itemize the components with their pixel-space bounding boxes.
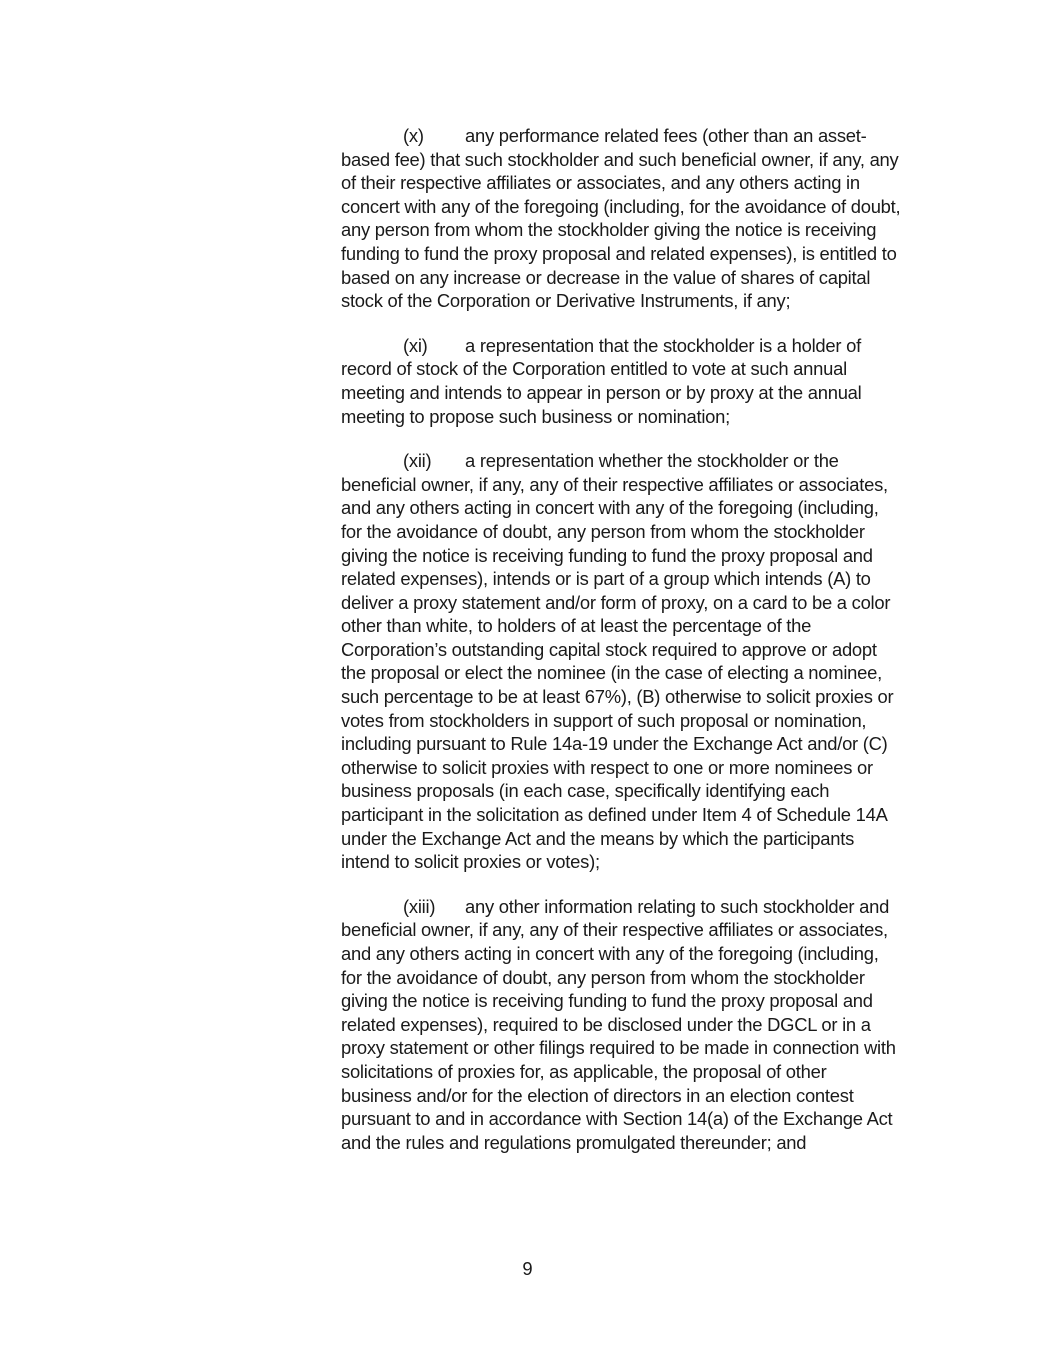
document-body bbox=[341, 124, 901, 1175]
paragraph-xiii bbox=[341, 895, 901, 1155]
paragraph-xi bbox=[341, 334, 901, 428]
paragraph-xii bbox=[341, 449, 901, 874]
page-number: 9 bbox=[522, 1258, 533, 1279]
paragraph-marker: (x) bbox=[403, 125, 424, 146]
paragraph-text: any other information relating to such stockholder and beneficial owner, if any, any of their respective affiliates or associates, and any others acting in concert with any of the foregoing (including, for the avoidance of doubt, any person from whom the stockholder giving the notice is receiving funding to fund the proxy proposal and related expenses), required to be disclosed under the DGCL or in a proxy statement or other filings required to be made in connection with solicitations of proxies for, as applicable, the proposal of other business and/or for the election of directors in an election contest pursuant to and in accordance with Section 14(a) of the Exchange Act and the rules and regulations promulgated thereunder; and bbox=[341, 895, 896, 1153]
paragraph-text: any performance related fees (other than an asset-based fee) that such stockholder and such beneficial owner, if any, any of their respective affiliates or associates, and any others acting in concert with any of the foregoing (including, for the avoidance of doubt, any person from whom the stockholder giving the notice is receiving funding to fund the proxy proposal and related expenses), is entitled to based on any increase or decrease in the value of shares of capital stock of the Corporation or Derivative Instruments, if any; bbox=[341, 125, 901, 312]
paragraph-x bbox=[341, 124, 901, 313]
paragraph-marker: (xii) bbox=[403, 450, 432, 472]
paragraph-text: a representation whether the stockholder or the beneficial owner, if any, any of their respective affiliates or associates, and any others acting in concert with any of the foregoing (including, for the avoidance of doubt, any person from whom the stockholder giving the notice is receiving funding to fund the proxy proposal and related expenses), intends or is part of a group which intends (A) to deliver a proxy statement and/or form of proxy, on a card to be a color other than white, to holders of at least the percentage of the Corporation’s outstanding capital stock required to approve or adopt the proposal or elect the nominee (in the case of electing a nominee, such percentage to be at least 67%), (B) otherwise to solicit proxies or votes from stockholders in support of such proposal or nomination, including pursuant to Rule 14a-19 under the Exchange Act and/or (C) otherwise to solicit proxies with respect to one or more nominees or business proposals (in each case, specifically identifying each participant in the solicitation as defined under Item 4 of Schedule 14A under the Exchange Act and the means by which the participants intend to solicit proxies or votes); bbox=[341, 450, 894, 873]
paragraph-text: a representation that the stockholder is a holder of record of stock of the Corporation entitled to vote at such annual meeting and intends to appear in person or by proxy at the annual meeting to propose such business or nomination; bbox=[341, 334, 862, 427]
paragraph-marker: (xi) bbox=[403, 334, 428, 356]
paragraph-marker: (xiii) bbox=[403, 895, 436, 917]
